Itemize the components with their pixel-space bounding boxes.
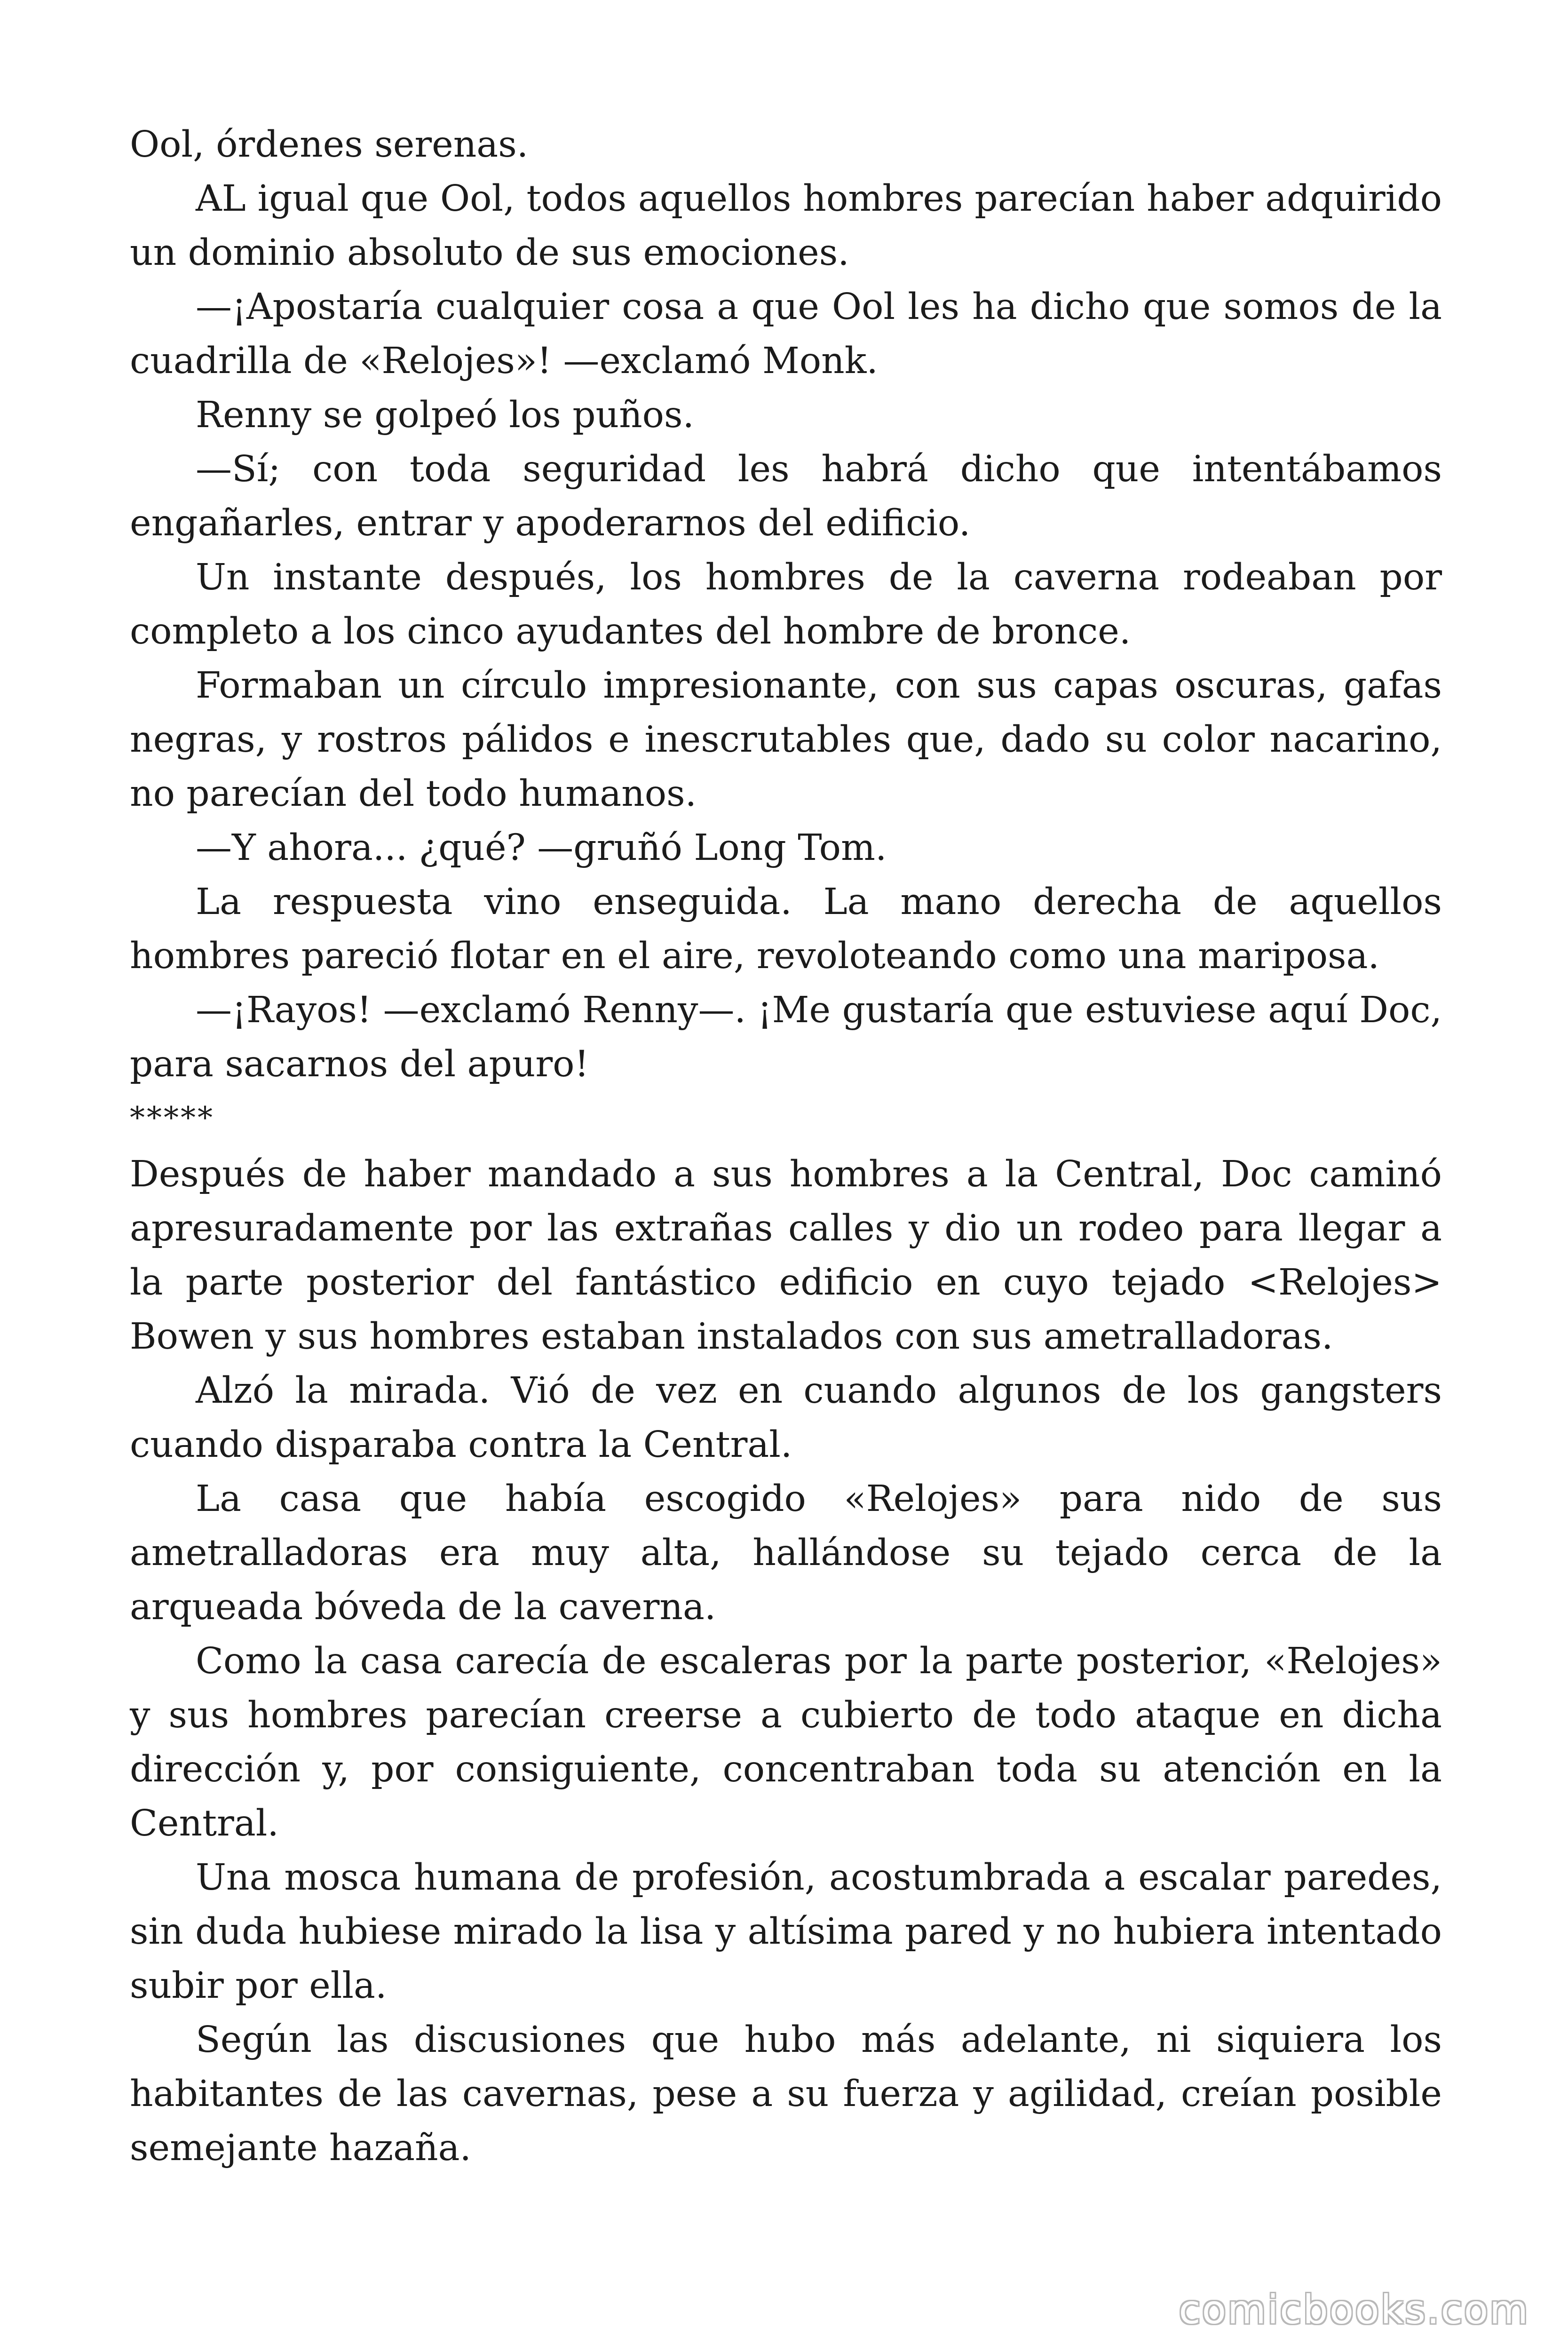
paragraph: Después de haber mandado a sus hombres a la Central, Doc caminó apresuradamente por las extrañas calles y dio un rodeo para llegar a la parte posterior del fantástico edificio en cuyo tejado <Relojes> Bowen y sus hombres estaban instalados con sus ametralladoras. [130, 1153, 1442, 1358]
paragraph: —¡Apostaría cualquier cosa a que Ool les ha dicho que somos de la cuadrilla de «Relojes»! —exclamó Monk. [130, 286, 1442, 382]
paragraph: —Sí; con toda seguridad les habrá dicho que intentábamos engañarles, entrar y apoderarnos del edificio. [130, 448, 1442, 544]
section-separator: ***** [130, 1101, 214, 1136]
watermark-text: comicbooks.com [1179, 2287, 1529, 2333]
page-text-block [130, 118, 1442, 2175]
paragraph: AL igual que Ool, todos aquellos hombres parecían haber adquirido un dominio absoluto de sus emociones. [130, 178, 1442, 274]
paragraph: Como la casa carecía de escaleras por la parte posterior, «Relojes» y sus hombres parecían creerse a cubierto de todo ataque en dicha dirección y, por consiguiente, concentraban toda su atención en la Central. [130, 1640, 1442, 1844]
paragraph: Formaban un círculo impresionante, con sus capas oscuras, gafas negras, y rostros pálidos e inescrutables que, dado su color nacarino, no parecían del todo humanos. [130, 665, 1442, 815]
paragraph: —¡Rayos! —exclamó Renny—. ¡Me gustaría que estuviese aquí Doc, para sacarnos del apuro! [130, 989, 1442, 1085]
paragraph: Una mosca humana de profesión, acostumbrada a escalar paredes, sin duda hubiese mirado la lisa y altísima pared y no hubiera intentado subir por ella. [130, 1857, 1442, 2007]
paragraph: Un instante después, los hombres de la caverna rodeaban por completo a los cinco ayudantes del hombre de bronce. [130, 556, 1442, 652]
paragraph: La respuesta vino enseguida. La mano derecha de aquellos hombres pareció flotar en el aire, revoloteando como una mariposa. [130, 881, 1442, 977]
paragraph: La casa que había escogido «Relojes» para nido de sus ametralladoras era muy alta, hallándose su tejado cerca de la arqueada bóveda de la caverna. [130, 1478, 1442, 1628]
paragraph: —Y ahora... ¿qué? —gruñó Long Tom. [196, 827, 887, 869]
paragraph: Según las discusiones que hubo más adelante, ni siquiera los habitantes de las cavernas, pese a su fuerza y agilidad, creían posible semejante hazaña. [130, 2019, 1442, 2169]
paragraph: Renny se golpeó los puños. [196, 394, 695, 436]
paragraph: Ool, órdenes serenas. [130, 124, 529, 166]
paragraph: Alzó la mirada. Vió de vez en cuando algunos de los gangsters cuando disparaba contra la Central. [130, 1370, 1442, 1466]
